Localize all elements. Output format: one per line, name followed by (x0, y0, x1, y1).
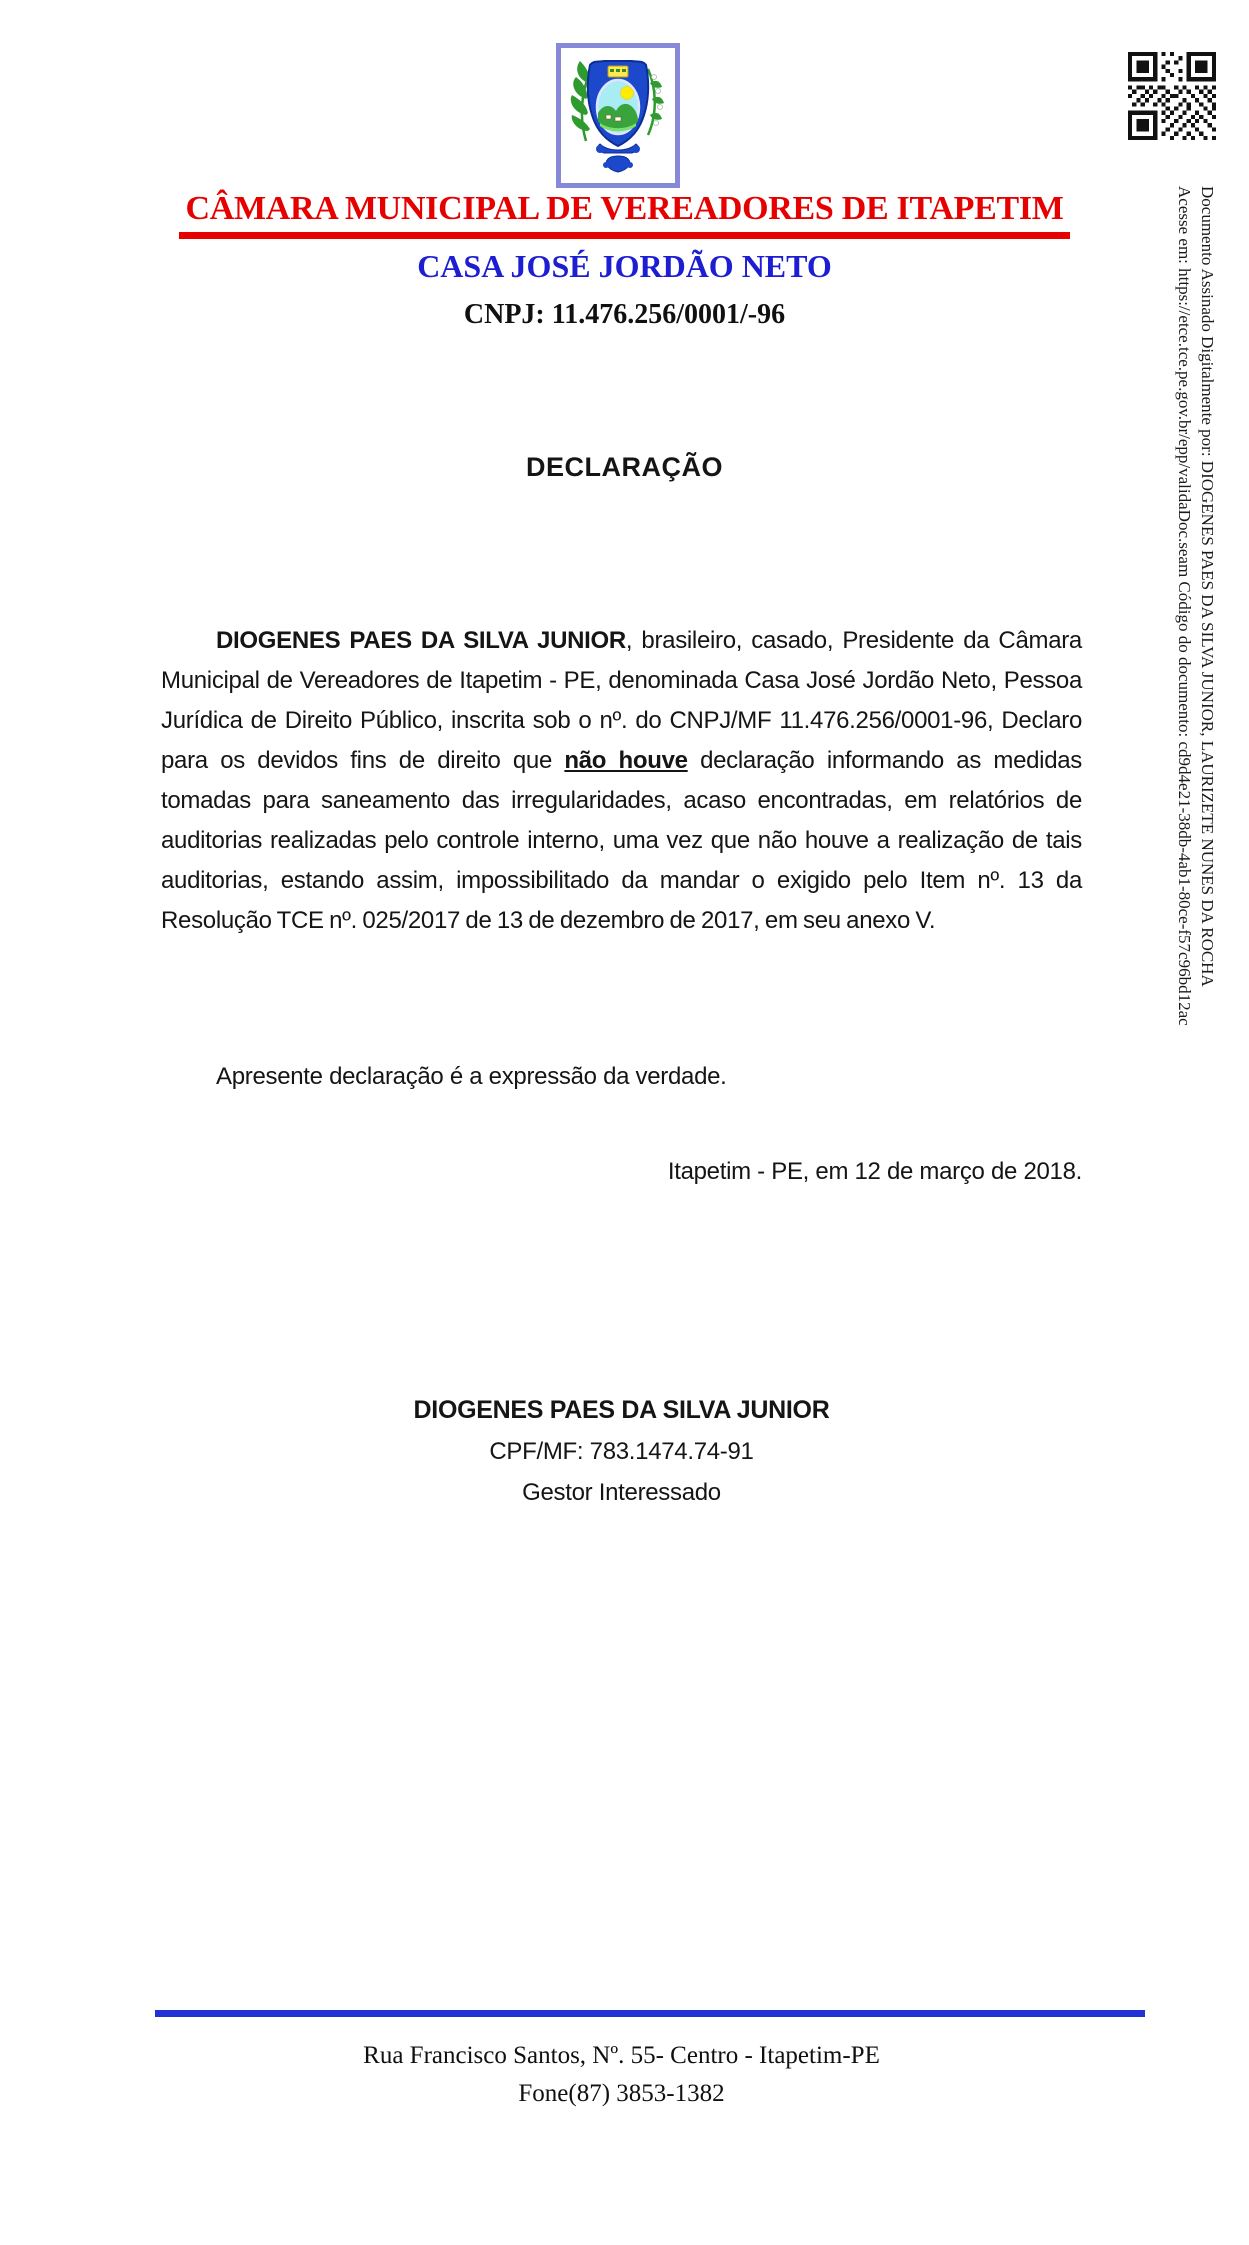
footer-divider (155, 2010, 1145, 2017)
footer-phone: Fone(87) 3853-1382 (518, 2080, 725, 2107)
body-text-2: declaração informando as medidas tomadas para saneamento das irregularidades, acaso encontradas, em relatórios de auditorias realizadas pelo controle interno, uma vez que não houve a realização de tais auditorias, estando assim, impossibilitado da mandar o exigido pelo Item nº. 13 da Resolução TCE nº. 025/2017 de 13 de dezembro de 2017, em seu anexo V. (161, 747, 1082, 934)
footer (161, 2037, 1082, 2113)
closing-sentence: Apresente declaração é a expressão da verdade. (216, 1063, 727, 1090)
digital-signature-strip (1173, 186, 1219, 1486)
signature-block (161, 1390, 1082, 1513)
signature-name: DIOGENES PAES DA SILVA JUNIOR (413, 1396, 830, 1424)
body-text-1: , brasileiro, casado, Presidente da Câmara Municipal de Vereadores de Itapetim - PE, denominada Casa José Jordão Neto, Pessoa Jurídica de Direito Público, inscrita sob o nº. do CNPJ/MF 11.476.256/0001-96, Declaro para os devidos fins de direito que (161, 627, 1082, 774)
footer-address: Rua Francisco Santos, Nº. 55- Centro - Itapetim-PE (363, 2042, 880, 2069)
body-emphasis: não houve (564, 747, 688, 774)
signature-cpf: CPF/MF: 783.1474.74-91 (489, 1438, 754, 1465)
declaration-body (161, 621, 1082, 941)
document-title: DECLARAÇÃO (526, 452, 723, 482)
house-title: CASA JOSÉ JORDÃO NETO (417, 248, 832, 284)
cnpj-line: CNPJ: 11.476.256/0001/-96 (463, 299, 786, 330)
declarant-name: DIOGENES PAES DA SILVA JUNIOR (216, 627, 626, 654)
digital-signature-line2: Acesse em: https://etce.tce.pe.gov.br/epp/validaDoc.seam Código do documento: cd9d4e21-38db-4ab1-80ce-f57c96bd12ac (1175, 186, 1194, 1026)
org-title-text: CÂMARA MUNICIPAL DE VEREADORES DE ITAPETIM (179, 190, 1069, 239)
qr-code-icon (1128, 52, 1216, 140)
org-title (0, 190, 1249, 239)
date-line: Itapetim - PE, em 12 de março de 2018. (667, 1158, 1082, 1185)
digital-signature-line1: Documento Assinado Digitalmente por: DIOGENES PAES DA SILVA JUNIOR, LAURIZETE NUNES DA ROCHA (1198, 186, 1217, 987)
signature-role: Gestor Interessado (522, 1479, 721, 1506)
itapetim-coat-of-arms-icon (556, 43, 680, 188)
